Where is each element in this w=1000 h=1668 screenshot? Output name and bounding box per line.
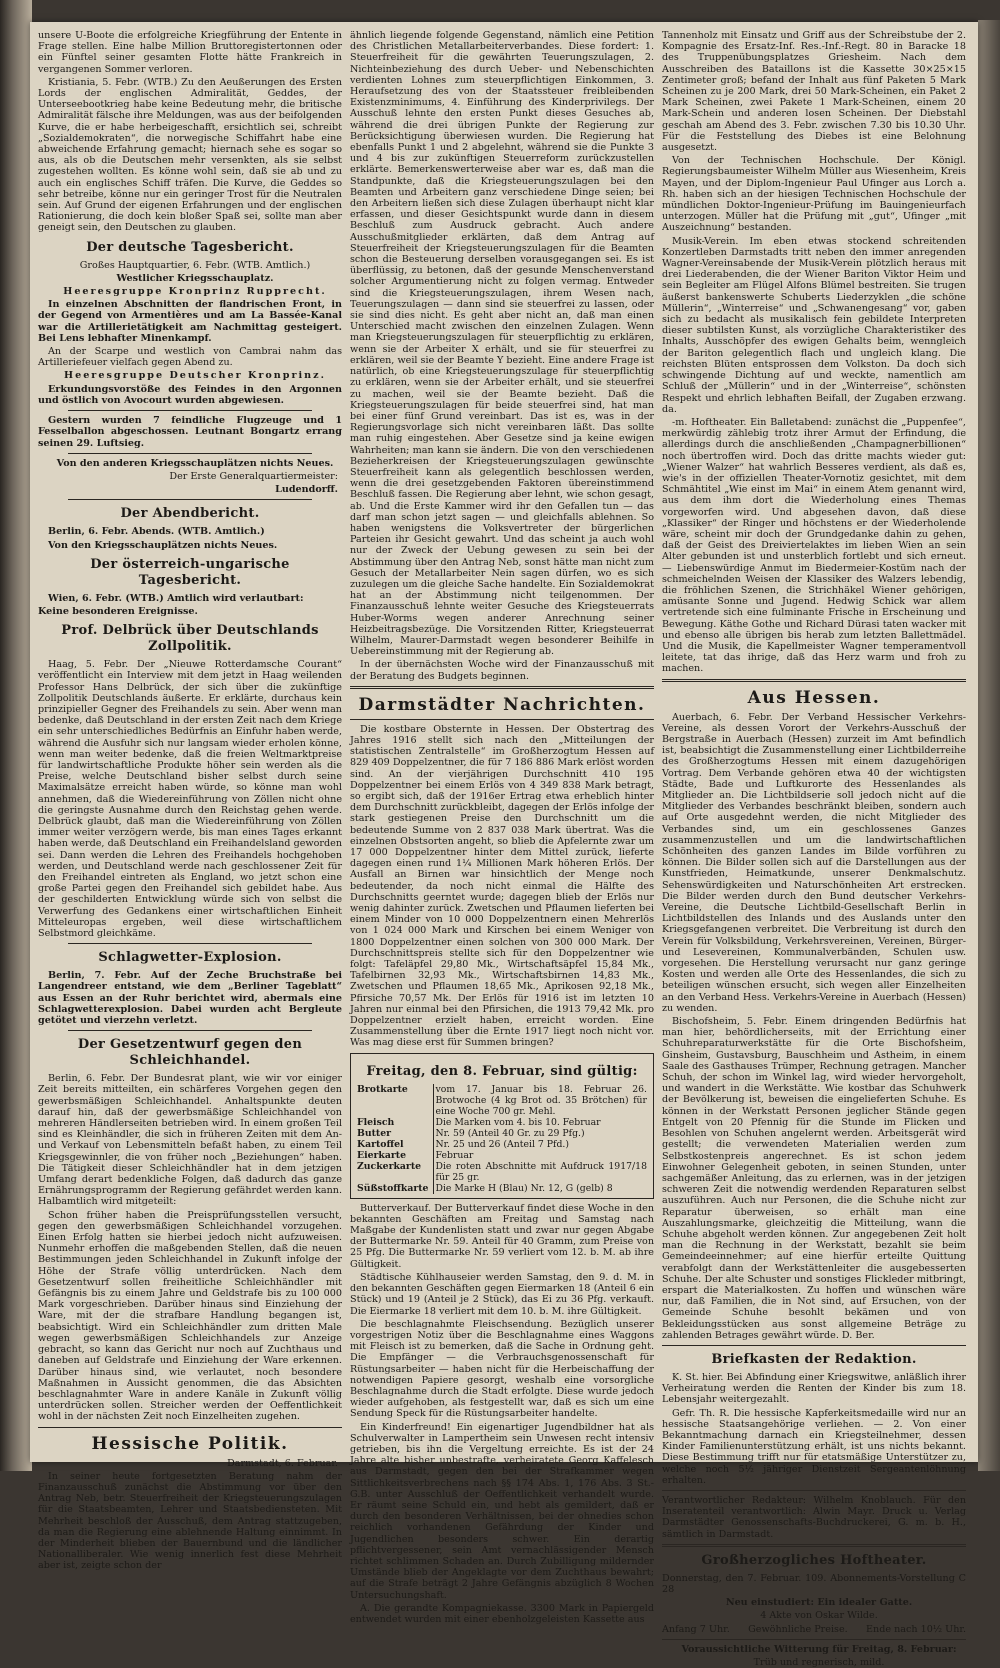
subheading: Heeresgruppe Kronprinz Rupprecht. — [63, 286, 327, 298]
article-text: K. St. hier. Bei Abfindung einer Kriegswitwe, anläßlich ihrer Verheiratung werden die Renten der Kinder bis zum 18. Lebensjahr weitergezahlt. — [662, 1371, 966, 1406]
article-text: -m. Hoftheater. Ein Balletabend: zunächst die „Puppenfee“, merkwürdig zählebig trotz ihrer Armut der Erfindung, die allerdings durch die anschließenden „Champagnerbillionen“ noch übertroffen wird. Doch das dritte machts wieder gut: „Wiener Walzer“ hat wahrlich Besseres verdient, als daß es, wie's in der offiziellen Theater-Vornotiz gesichtet, mit dem Schmähtitel „Wie einst im Mai“ in einem Atem genannt wird, aus dem ihm dort die Wiederholung eines Themas vorgeworfen wird. Und abgesehen davon, daß diese „Klassiker“ der Ringer und höchstens er der Wiederholende wäre, scheint mir doch der Grundgedanke dahin zu gehen, daß der Geist des Dreiviertelaktes im lieben Wien an sein Alter gebunden ist und unsterblich fortlebt und sich erneut. — Liebenswürdige Anmut im Biedermeier-Kostüm nach der schmeichelnden Weisen der Klassiker des Walzers lebendig, die fröhlichen Szenen, die Strichhäkel Wiener gehörigen, amüsante Sonne und Jugend. Hedwig Schick war allem vertretende sich eine fulminante Frische in Erscheinung und Bewegung. Käthe Gothe und Richard Dürasi taten wacker mit und ebenso alle übrigen bis herab zum letzten Ballettmädel. Und die Musik, die Kapellmeister Wagner temperamentvoll leitete, tat das ihrige, daß das Herz warm und froh zu machen. — [662, 416, 966, 675]
article-text: Berlin, 7. Febr. Auf der Zeche Bruchstraße bei Langendreer entstand, wie dem „Berliner Tageblatt“ aus Essen an der Ruhr berichtet wird, abermals eine Schlagwetterexplosion. Dabei wurden acht Bergleute getötet und vierzehn verletzt. — [38, 970, 342, 1027]
newspaper-page — [30, 22, 978, 1668]
ration-card-name: Eierkarte — [355, 1150, 433, 1161]
article-text: Von den anderen Kriegsschauplätzen nichts Neues. — [56, 457, 334, 469]
ration-card-name: Süßstoffkarte — [355, 1183, 433, 1194]
subheading: Westlicher Kriegsschauplatz. — [116, 272, 274, 284]
article-text: Berlin, 6. Febr. Der Bundesrat plant, wie wir vor einiger Zeit bereits mitteilten, ein schärferes Vorgehen gegen den gewerbsmäßigen Schleichhandel. Anhaltspunkte deuten darauf hin, daß der gewerbsmäßige Schleichhandel von mehreren Händlerseiten betrieben wird. In einem großen Teil sind es Kleinhändler, die sich in früheren Zeiten mit dem An- und Verkauf von Lebensmitteln befaßt haben, zu einem Teil Kriegsgewinnler, die von früher noch „Beziehungen“ haben. Die Tätigkeit dieser Schleichhändler hat in dem jetzigen Umfang derart bedenkliche Folgen, daß dadurch das ganze Ernährungsprogramm der Regierung gefährdet werden kann. Halbamtlich wird mitgeteilt: — [38, 1073, 342, 1208]
ration-card-validity: Februar — [435, 1149, 474, 1161]
article-text: unsere U-Boote die erfolgreiche Kriegführung der Entente in Frage stellen. Eine halbe Million Bruttoregistertonnen oder ein Fünftel seiner gesamten Flotte hätte Frankreich in vergangenen Sommer verloren. — [38, 30, 342, 75]
article-text: Von den Kriegsschauplätzen nichts Neues. — [48, 539, 278, 551]
ration-row — [355, 1139, 649, 1150]
ration-card-box — [350, 1053, 654, 1199]
ration-card-validity: Die Marke H (Blau) Nr. 12, G (gelb) 8 — [435, 1182, 613, 1194]
subheading: Heeresgruppe Deutscher Kronprinz. — [64, 370, 326, 382]
divider — [662, 1345, 966, 1346]
divider — [662, 1544, 966, 1547]
ration-row — [355, 1161, 649, 1183]
adjacent-page-edge — [0, 0, 32, 1471]
divider — [662, 1639, 966, 1640]
article-text: In der übernächsten Woche wird der Finanzausschuß mit der Beratung des Budgets beginnen. — [350, 659, 654, 682]
ration-table — [355, 1084, 649, 1194]
divider — [68, 410, 312, 411]
article-text: Ein Kinderfreund! Ein eigenartiger Jugendbildner hat als Schulverwalter in Lampertheim sein Unwesen recht intensiv getrieben, bis ihn die Vergeltung erreichte. Es ist der 24 Jahre alte bisher unbestrafte, verheiratete Georg Kaffelesch aus Darmstadt, gegen den bei der Strafkammer wegen Sittlichkeitsverbrechens nach §§ 174 Abs. 1, 176 Abs. 3 St.-G.B. unter Ausschluß der Oeffentlichkeit verhandelt wurde. Er räumt seine Schuld ein, und hebt als gemildert, daß er durch den besonderen Verhältnissen, bei der ohnedies schon reichlich vorhandenen Gefährdung der Kinder und Jugendlichen besonders schwer. Ein derartig pflichtvergessener, sein Amt vernachlässigender Mensch richtet schlimmen Schaden an. Durch Zubilligung mildernder Umstände blieb der Angeklagte vor dem Zuchthaus bewahrt; auf die Strafe beträgt 2 Jahre Gefängnis abzüglich 8 Wochen Untersuchungshaft. — [350, 1421, 654, 1601]
article-text: Gestern wurden 7 feindliche Flugzeuge und 1 Fesselballon abgeschossen. Leutnant Bongartz errang seinen 29. Luftsieg. — [38, 415, 342, 449]
theater-times — [662, 1624, 966, 1635]
dateline: Großes Hauptquartier, 6. Febr. (WTB. Amtlich.) — [79, 259, 311, 271]
article-text: Gefr. Th. R. Die hessische Kapferkeitsmedaille wird nur an hessische Staatsangehörige verliehen. — 2. Von einer Bekanntmachung darnach ein Kriegsteilnehmer, dessen Kinder Familienunterstützung erhält, ist uns nichts bekannt. Diese Bestimmung trifft nur für etatsmäßige Unterstützer zu, welche noch 5½ jähriger Dienstzeit Sergeantenlöhnung erhalten. — [662, 1407, 966, 1486]
article-text: Die beschlagnahmte Fleischsendung. Bezüglich unserer vorgestrigen Notiz über die Beschlagnahme eines Waggons mit Fleisch ist zu bemerken, daß die Sache in Ordnung geht. Die Empfänger — die Verbrauchsgenossenschaft für Rüstungsarbeiter — haben nicht für die Herbeischaffung der notwendigen Papiere gesorgt, weshalb eine vorsorgliche Beschlagnahme durch die Stadt erfolgte. Diese wurde jedoch wieder aufgehoben, als festgestellt war, daß es sich um eine Sendung Speck für die Rüstungsarbeiter handelte. — [350, 1318, 654, 1420]
ration-card-validity: Nr. 25 und 26 (Anteil 7 Pfd.) — [435, 1138, 569, 1150]
headline-hoftheater: Großherzogliches Hoftheater. — [701, 1552, 927, 1568]
signature-title: Der Erste Generalquartiermeister: — [169, 470, 338, 482]
theater-line: Donnerstag, den 7. Februar. 109. Abonnements-Vorstellung C 28 — [662, 1572, 966, 1595]
divider — [68, 499, 312, 500]
article-text: Haag, 5. Febr. Der „Nieuwe Rotterdamsche Courant“ veröffentlicht ein Interview mit dem jetzt in Haag weilenden Professor Hans Delbrück, der sich über die zukünftige Zollpolitik Deutschlands äußerte. Er erklärte, durchaus kein prinzipieller Gegner des Freihandels zu sein. Aber wenn man bedenke, daß Deutschland in der ersten Zeit nach dem Kriege ein sehr unterschiedliches Bedürfnis an Einfuhr haben werde, während die Ausfuhr sich nur langsam wieder erholen könne, wenn man weiter bedenke, daß die freien Weltmarktpreise für landwirtschaftliche Produkte höher sein werden als die Preise, welche Deutschland bisher selbst durch seine Maximalsätze erreicht haben würde, so könne man wohl annehmen, daß die Wiedereinführung von Zöllen nicht ohne die geringste Ausnahme durch den Reichstag gehen werde. Delbrück glaubt, daß man die Wiedereinführung von Zöllen immer weiter verzögern werde, bis man eines Tages erkannt haben werde, daß Deutschland ein Freihandelsland geworden sei. Dann werden die Lehren des Freihandels hochgehoben werden, und Deutschland werde nach geschlossener Zeit für den Freihandel eintreten als England, wo jetzt schon eine große Partei gegen den Freihandel sich gebildet habe. Aus der geschilderten Entwicklung würde sich von selbst die Verwerfung des Gedankens einer wirtschaftlichen Einheit Mitteleuropas ergeben, weil diese wirtschaftlichem Selbstmord gleichkäme. — [38, 659, 342, 939]
divider — [662, 1490, 966, 1491]
article-text: Auerbach, 6. Febr. Der Verband Hessischer Verkehrs-Vereine, als dessen Vorort der Verkehrs-Ausschuß der Bergstraße in Auerbach (Hessen) zurzeit im Amt befindlich ist, beabsichtigt die Zusammenstellung einer Lichtbilderreihe des Großherzogtums Hessen mit einem dazugehörigen Vortrag. Dem Verbande gehören etwa 40 der wichtigsten Städte, Bade und Luftkurorte des Hessenlandes als Mitglieder an. Die Lichtbildserie soll jedoch nicht auf die Mitglieder des Verbandes beschränkt bleiben, sondern auch auf Orte ausgedehnt werden, die nicht Mitglieder des Verbandes sind, um ein geschlossenes Ganzes zusammenzustellen und um die landwirtschaftlichen Schönheiten des ganzen Landes im Bilde vorführen zu können. Die Bilder sollen sich auf die Darstellungen aus der Kunstfrieden, Heimatkunde, unserer Denkmalschutz. Sehenswürdigkeiten und Naturschönheiten Art erstrecken. Die Bilder werden durch den Bund deutscher Verkehrs-Vereine, die Deutsche Lichtbild-Gesellschaft Berlin in Lichtbildstellen des Inlands und des Auslands unter den Kriegsgefangenen verbreitet. Die Verbreitung ist durch den Verein für Volksbildung, Verkehrsvereinen, Vereinen, Bürger- und Lesevereinen, Kommunalverbänden, Schulen usw. vorgesehen. Die Herstellung verursacht nur ganz geringe Kosten und werden alle Orte des Hessenlandes, die sich zu beteiligen wünschen ersucht, sich wegen aller Einzelheiten an den Verband Hess. Verkehrs-Vereine in Auerbach (Hessen) zu wenden. — [662, 711, 966, 1014]
ration-row — [355, 1183, 649, 1194]
headline-tagesbericht: Der deutsche Tagesbericht. — [86, 239, 294, 255]
ration-card-name: Butter — [355, 1128, 433, 1139]
divider — [68, 1030, 312, 1031]
headline-oesterreich: Der österreich-ungarische Tagesbericht. — [90, 556, 290, 588]
ration-card-name: Brotkarte — [355, 1084, 433, 1117]
article-text: ähnlich liegende folgende Gegenstand, nämlich eine Petition des Christlichen Metallarbeiterverbandes. Diese fordert: 1. Steuerfreiheit für die gewährten Teuerungszulagen, 2. Nichteinbeziehung des durch Ueber- und Nebenschichten verdienten Lohnes zum steuerpflichtigen Einkommen, 3. Heraufsetzung des von der Staatssteuer freibleibenden Existenzminimums, 4. Einführung des Kinderprivilegs. Der Ausschuß lehnte den ersten Punkt dieses Gesuches ab, während die drei übrigen Punkte der Regierung zur Berücksichtigung überwiesen wurden. Die Regierung hat ebenfalls Punkt 1 und 2 abgelehnt, während sie die Punkte 3 und 4 bis zur zukünftigen Steuerreform zurückzustellen erklärte. Bemerkenswerterweise aber war es, daß man die Standpunkte, daß die Kriegsteuerungszulagen bei den Beamten und Arbeitern ganz verschiedene Dinge seien; bei den Arbeitern ließen sich diese Zulagen überhaupt nicht klar erfassen, und dieser Gesichtspunkt wurde dann in diesem Beschluß zum Ausdruck gebracht. Auch andere Ausschußmitglieder erklärten, daß dem Antrag auf Steuerfreiheit der Kriegsteuerungszulagen für die Beamten schon die Besteuerung derselben vorausgegangen sei. Es ist überflüssig, zu betonen, daß der gesunde Menschenverstand solcher Argumentierung nicht zu folgen vermag. Entweder sind die Kriegsteuerungszulagen, ihrem Wesen nach, Teuerungszulagen — dann sind sie steuerfrei zu lassen, oder sie sind dies nicht. Es geht aber nicht an, daß man einen Unterschied macht zwischen den einzelnen Zulagen. Wenn man Kriegsteuerungszulagen für steuerpflichtig zu erklären, wenn sie der Arbeiter X erhält, und sie für steuerfrei zu erklären, weil sie der Beamte Y bezieht. Eine andere Frage ist natürlich, ob eine Kriegsteuerungszulage für steuerpflichtig zu erklären, wenn sie der Arbeiter erhält, und sie steuerfrei zu machen, weil sie der Beamte bezieht. Daß die Kriegsteuerungszulagen für beide steuerfrei sind, hat man bei einer fünf Grund vereinbart. Das ist es, was in der Regierungsvorlage sich nicht vereinbaren läßt. Das sollte man ruhig eingestehen. Aber Gesetze sind ja keine ewigen Wahrheiten; man kann sie ändern. Die von den verschiedenen Bezieherkreisen der Kriegsteuerungszulagen gewünschte Steuerfreiheit kann als gelegentlich beschlossen werden, wenn die drei gesetzgebenden Faktoren übereinstimmend Beschluß fassen. Die Regierung aber lehnt, wie schon gesagt, ab. Und die Erste Kammer wird ihr den Gefallen tun — das darf man schon jetzt sagen — und gleichfalls ablehnen. So haben wenigstens die Volksvertreter der bürgerlichen Parteien ihr Gesicht gewahrt. Und das scheint ja auch wohl nur der Zweck der Uebung gewesen zu sein bei der Abstimmung über den Antrag Neb, sonst hätte man nicht zum Gesuch der Metallarbeiter Nein sagen dürfen, wo es sich zuzulegen um die gleiche Sache handelte. Ein Sozialdemokrat hat an der Abstimmung nicht teilgenommen. Der Finanzausschuß lehnte weiter Gesuche des Kriegsteuerrats Huber-Worms wegen anderer Anrechnung seiner Heizbeitragsbezüge. Die Vorsitzenden Ritter, Kriegsteuerrat Wilhelm, Maurer-Darmstadt wegen besonderer Beihilfe in Uebereinstimmung mit der Regierung ab. — [350, 30, 654, 658]
article-text: Wien, 6. Febr. (WTB.) Amtlich wird verlautbart: — [48, 592, 304, 604]
divider — [68, 453, 312, 454]
ration-row — [355, 1117, 649, 1128]
article-text: Kristiania, 5. Febr. (WTB.) Zu den Aeußerungen des Ersten Lords der englischen Admiralität, Geddes, der Unterseebootkrieg habe keine Bedeutung mehr, die britische Admiralität fälsche ihre Meldungen, was aus der beifolgenden Kurve, die er habe herbeigeschafft, ersichtlich sei, schreibt „Sozialdemokraten“, die norwegische Schiffahrt habe eine abweichende Erfahrung gemacht; hiernach sehe es sogar so aus, als ob die Deutschen mehr versenkten, als sie selbst zugestehen wollten. Es könne wohl sein, daß sie ab und zu auch ein englisches Schiff träfen. Die Kurve, die Geddes so sehr betreibe, könne nur ein geringer Trost für die Neutralen sein. Auf Grund der eigenen Erfahrungen und der englischen Rationierung, die doch kein bloßer Spaß sei, sollte man aber geneigt sein, den Deutschen zu glauben. — [38, 76, 342, 234]
ration-row — [355, 1150, 649, 1161]
book-spine-edge — [978, 20, 1000, 1471]
ration-card-validity: vom 17. Januar bis 18. Februar 26. Brotwoche (4 kg Brot od. 35 Brötchen) für eine Woche 700 gr. Mehl. — [435, 1083, 647, 1117]
column-2 — [350, 30, 654, 1625]
headline-schleichhandel: Der Gesetzentwurf gegen den Schleichhandel. — [77, 1037, 303, 1069]
signature-name: Ludendorff. — [275, 484, 338, 496]
headline-delbrueck: Prof. Delbrück über Deutschlands Zollpolitik. — [61, 623, 319, 655]
ration-card-name: Fleisch — [355, 1117, 433, 1128]
ration-card-name: Zuckerkarte — [355, 1161, 433, 1183]
headline-briefkasten: Briefkasten der Redaktion. — [711, 1351, 917, 1367]
column-3 — [662, 30, 966, 1668]
theater-start: Anfang 7 Uhr. — [662, 1623, 730, 1635]
article-text: In einzelnen Abschnitten der flandrischen Front, in der Gegend von Armentières und am La Bassée-Kanal war die Artillerietätigkeit am Nachmittag gesteigert. Bei Lens lebhafter Minenkampf. — [38, 299, 342, 344]
article-text: Keine besonderen Ereignisse. — [38, 605, 198, 617]
article-text: Erkundungsvorstöße des Feindes in den Argonnen und östlich von Avocourt wurden abgewiesen. — [38, 383, 342, 406]
article-text: An der Scarpe und westlich von Cambrai nahm das Artilleriefeuer vielfach gegen Abend zu. — [38, 346, 342, 369]
headline-darmstaedter-nachrichten: Darmstädter Nachrichten. — [358, 694, 646, 715]
theater-line: Neu einstudiert: Ein idealer Gatte. — [725, 1597, 913, 1609]
article-text: Städtische Kühlhauseier werden Samstag, den 9. d. M. in den bekannten Geschäften gegen Eiermarken 18 (Anteil 6 ein Stück) und 19 (Anteil je 2 Stück), das Ei zu 36 Pfg. verkauft. Die Eiermarke 18 verliert mit dem 10. b. M. ihre Gültigkeit. — [350, 1271, 654, 1317]
article-text: In seiner heute fortgesetzten Beratung nahm der Finanzausschuß zunächst die Abstimmung vor über den Antrag Neb, betr. Steuerfreiheit der Kriegsteuerungszulagen für die Staatsbeamten, Lehrer und Staatsbediensteten. Mit Mehrheit beschloß der Ausschuß, dem Antrag stattzugeben, da man die Regierung eine ablehnende Haltung einnimmt. In der Minderheit blieben der Bauernbund und die ländlicher Nationalliberaler. Wie wenig innerlich fest diese Mehrheit aber ist, zeigte schon der — [38, 1470, 342, 1572]
article-text: Die kostbare Obsternte in Hessen. Der Obstertrag des Jahres 1916 stellt sich nach den „Mitteilungen der statistischen Zentralstelle“ im Großherzogtum Hessen auf 829 409 Doppelzentner, die für 7 186 886 Mark erlöst worden sind. An der vierjährigen Durchschnitt 410 195 Doppelzentner bei einem Erlös von 4 349 838 Mark betragt, so ergibt sich, daß der 1916er Ertrag etwa erheblich hinter dem Durchschnitt zurückbleibt, dagegen der Erlös infolge der stark gestiegenen Preise den Durchschnitt um die bedeutende Summe von 2 837 038 Mark übertrat. Was die einzelnen Obstsorten angeht, so blieb die Apfelernte zwar um 17 000 Doppelzentner hinter dem Mittel zurück, lieferte dagegen einen rund 1¼ Millionen Mark höheren Erlös. Der Ausfall an Birnen war hinsichtlich der Menge noch bedeutender, da noch nicht einmal die Hälfte des Durchschnitts geerntet wurde; dagegen blieb der Erlös nur wenig dahinter zurück. Zwetschen und Pflaumen lieferten bei einem Minder von 10 000 Doppelzentnern einen Mehrerlös von 1 024 000 Mark und Kirschen bei einem Weniger von 1800 Doppelzentner einen solchen von 300 000 Mark. Der Durchschnittspreis stellte sich für den Doppelzentner wie folgt: Tafeläpfel 29,80 Mk., Wirtschaftsäpfel 15,84 Mk., Tafelbirnen 32,93 Mk., Wirtschaftsbirnen 14,83 Mk., Zwetschen und Pflaumen 18,65 Mk., Aprikosen 92,18 Mk., Pfirsiche 70,57 Mk. Der Erlös für 1916 ist im letzten 10 Jahren nur einmal bei den Pfirsichen, die 1913 79,42 Mk. pro Doppelzentner erzielt haben, erreicht worden. Eine Zusammenstellung über die Ernte 1917 liegt noch nicht vor. Was mag diese erst für Summen bringen? — [350, 723, 654, 1049]
ration-card-name: Kartoffel — [355, 1139, 433, 1150]
theater-line: 4 Akte von Oskar Wilde. — [760, 1610, 878, 1622]
ration-row — [355, 1084, 649, 1117]
article-text: Bischofsheim, 5. Febr. Einem dringenden Bedürfnis hat man hier, behördlicherseits, mit der Errichtung einer Schuhreparaturwerkstätte für die Orte Bischofsheim, Ginsheim, Gustavsburg, Bauschheim und Astheim, in einem Saale des Gasthauses Trümper, Rechnung getragen. Mancher Schuh, der schon im Winkel lag, wird wieder hervorgeholt, und wandert in die Werkstätte. Wie kostbar das Schuhwerk der Bevölkerung ist, beweisen die eingelieferten Schuhe. Es können in der Werkstatt Personen jeglicher Stände gegen Entgelt von 20 Pfennig für die Stunde im Flicken und Besohlen von Schuhen angelernt werden. Arbeitsgerät wird gestellt; die verwendeten Materialien werden zum Selbstkostenpreis angerechnet. Es ist schon jedem Einwohner Gelegenheit geboten, in seinen Stunden, unter sachgemäßer Anleitung, das zu erlernen, was in der jetzigen schweren Zeit die notwendig werdenden Reparaturen selbst auszuführen. Auch nur Personen, die die Schuhe nicht zur Reparatur überweisen, so erhält man eine Auszahlungsmarke, gleichzeitig die Mitteilung, wann die Schuhe abgeholt werden können. Zur angegebenen Zeit holt man die Rechnung in der Werkstatt, bezahlt sie beim Gemeindeeinnehmer; auf eine hierfür erteilte Quittung verabfolgt dann der Werkstättenleiter die ausgebesserten Schuhe. Der alte Schuster und sonstiges Flickleder mitbringt, erspart die Materialkosten. Zu hoffen und wünschen wäre nur, daß Familien, die in Not sind, auf Ersuchen, von der Gemeinde Schuhe besohlt bekämen und von Bekleidungsstücken aus sonst allgemeine Beträge zu zahlenden Betrages gewährt würde. D. Ber. — [662, 1016, 966, 1341]
article-text: A. Die gerandte Kompagniekasse. 3300 Mark in Papiergeld entwendet wurden mit einer ebenholzgeleisten Kassette aus — [350, 1602, 654, 1625]
headline-aus-hessen: Aus Hessen. — [747, 687, 881, 708]
divider — [68, 943, 312, 944]
article-text: Von der Technischen Hochschule. Der Königl. Regierungsbaumeister Wilhelm Müller aus Wiesenheim, Kreis Mayen, und der Diplom-Ingenieur Paul Ufinger aus Lorch a. Rh. haben sich an der hiesigen Technischen Hochschule der mündlichen Doktor-Ingenieur-Prüfung im Bauingenieurfach unterzogen. Müller hat die Prüfung mit „gut“, Ufinger „mit Auszeichnung“ bestanden. — [662, 155, 966, 234]
headline-explosion: Schlagwetter-Explosion. — [98, 950, 282, 966]
ration-row — [355, 1128, 649, 1139]
theater-end: Ende nach 10½ Uhr. — [866, 1623, 966, 1635]
theater-prices: Gewöhnliche Preise. — [748, 1623, 848, 1635]
article-text: Tannenholz mit Einsatz und Griff aus der Schreibstube der 2. Kompagnie des Ersatz-Inf. Res.-Inf.-Regt. 80 in Baracke 18 des Truppenübungsplatzes Griesheim. Nach dem Ausschreiben des Bataillons ist die Kassette 30×25×15 Zentimeter groß; befand der Inhalt aus fünf Paketen 5 Mark Scheinen zu je 200 Mark, drei 50 Mark-Scheinen, ein Paket 2 Mark Scheinen, zwei Pakete 1 Mark-Scheinen, einem 20 Mark-Schein und anderen losen Scheinen. Der Diebstahl geschah am Abend des 3. Febr. zwischen 7.30 bis 10.30 Uhr. Für die Feststellung des Diebes ist eine Belohnung ausgesetzt. — [662, 30, 966, 154]
headline-hessische-politik: Hessische Politik. — [91, 1433, 289, 1454]
ration-card-validity: Die Marken vom 4. bis 10. Februar — [435, 1116, 601, 1128]
weather-text: Trüb und regnerisch, mild. — [753, 1657, 885, 1668]
ration-card-validity: Nr. 59 (Anteil 40 Gr. zu 29 Pfg.) — [435, 1127, 585, 1139]
article-text: Schon früher haben die Preisprüfungsstellen versucht, gegen den gewerbsmäßigen Schleichhandel vorzugehen. Einen Erfolg hatten sie hierbei jedoch nicht aufzuweisen. Nunmehr erhoffen die maßgebenden Stellen, daß die neuen Bestimmungen jeden Schleichhandel in Zukunft infolge der Höhe der Strafe völlig unterdrücken. Nach dem Gesetzentwurf sollen freiheitliche Schleichhändler mit Gefängnis bis zu einem Jahre und Geldstrafe bis zu 100 000 Mark vorgeschrieben. Darüber hinaus sind Einziehung der Ware, mit der die strafbare Handlung begangen ist, beabsichtigt. Wird ein Schleichhändler zum dritten Male wegen gewerbsmäßigen Schleichhandels zur Anzeige gebracht, so kann das Gericht nur noch auf Zuchthaus und daneben auf Geldstrafe und Einziehung der Ware erkennen. Darüber hinaus sind, wie verlautet, noch besondere Maßnahmen in Aussicht genommen, die das Absichten beschlagnahmter Ware in andere Kanäle in Zukunft völlig unterdrücken sollen. Streicher werden der Oeffentlichkeit wohl in der nächsten Zeit noch Einzelheiten zugehen. — [38, 1209, 342, 1423]
ration-box-title: Freitag, den 8. Februar, sind gültig: — [366, 1063, 638, 1079]
article-text: Berlin, 6. Febr. Abends. (WTB. Amtlich.) — [48, 526, 265, 538]
divider — [38, 1427, 342, 1428]
article-text: Musik-Verein. Im eben etwas stockend schreitenden Konzertleben Darmstadts tritt neben den immer anregenden Wagner-Vereinsabende der Musik-Verein plötzlich heraus mit drei Liederabenden, die der Wiener Bariton Viktor Heim und sein Begleiter am Flügel Alfons Blümel bestreiten. Sie trugen äußerst bankenswerte Schuberts Liederzyklen „die schöne Müllerin“, „Winterreise“ und „Schwanengesang“ vor, gaben sich zu bedacht als musikalisch fein gebildete Interpreten dieser subtilsten Kunst, als vorzügliche Charakteristiker des Inhalts, Ausschöpfer des ewigen Gehalts beim, wenngleich der Bariton gelegentlich flach und ungleich klang. Die reichsten Blüten entsprossen dem Volkston. Da doch sich schwingende Dichtung auf und weckte, namentlich am Schluß der „Müllerin“ und in der „Winterreise“, schönsten Respekt und ehrlich lebhaften Beifall, der Zugaben erzwang. da. — [662, 235, 966, 415]
column-1 — [38, 30, 342, 1572]
imprint: Verantwortlicher Redakteur: Wilhelm Knoblauch. Für den Inseratenteil verantwortlich: Alwin Mayr. Druck u. Verlag Darmstädter Genossenschafts-Buchdruckerei, G. m. b. H., sämtlich in Darmstadt. — [662, 1494, 966, 1540]
ration-card-validity: Die roten Abschnitte mit Aufdruck 1917/18 für 25 gr. — [435, 1160, 647, 1183]
weather-title: Voraussichtliche Witterung für Freitag, 8. Februar: — [681, 1643, 957, 1655]
divider — [350, 686, 654, 689]
article-text: Butterverkauf. Der Butterverkauf findet diese Woche in den bekannten Geschäften am Freitag und Samstag nach Maßgabe der Kundenlisten statt und zwar nur gegen Abgabe der Buttermarke Nr. 59. Anteil für 40 Gramm, zum Preise von 25 Pfg. Die Buttermarke Nr. 59 verliert vom 12. b. M. ab ihre Gültigkeit. — [350, 1202, 654, 1270]
divider — [662, 679, 966, 682]
headline-abendbericht: Der Abendbericht. — [120, 506, 260, 522]
divider — [350, 719, 654, 720]
dateline: Darmstadt, 6. Februar. — [227, 1457, 338, 1469]
